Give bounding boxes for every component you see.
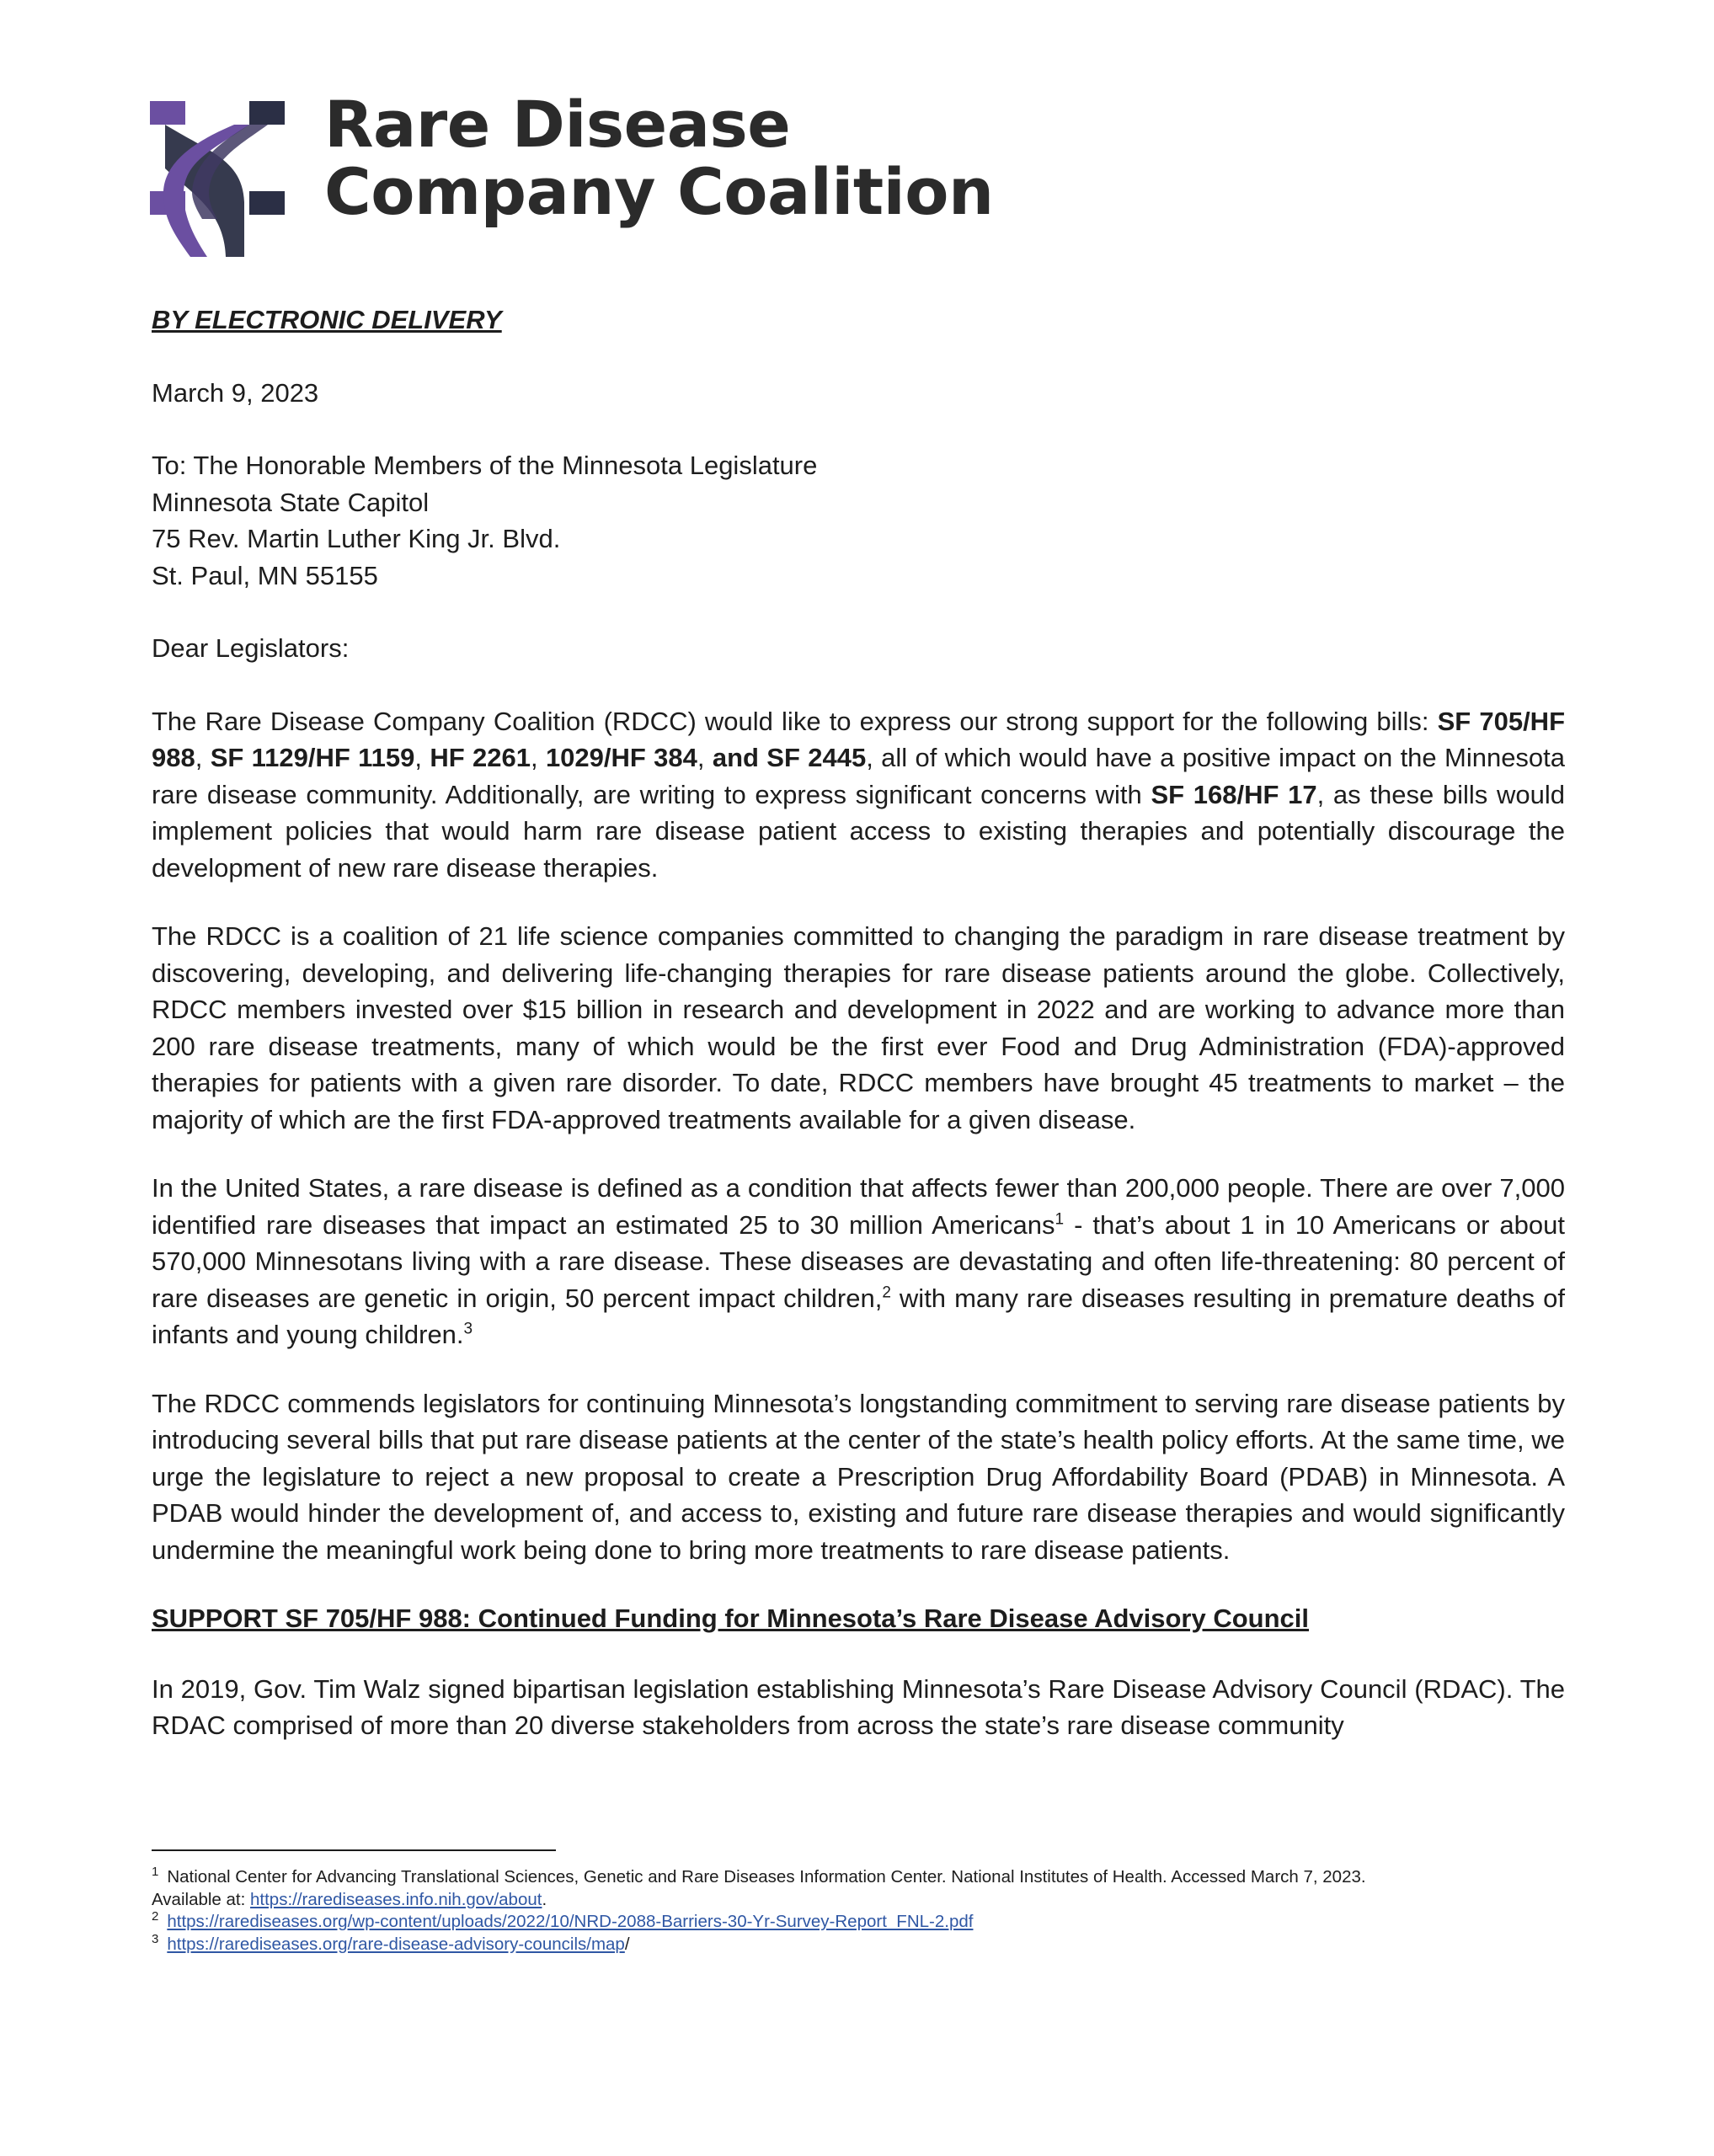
- address-line: To: The Honorable Members of the Minnesota Legislature: [152, 451, 818, 480]
- text-run: , as these bills would implement policies that would harm rare disease patient access to existing therapies and potentially discourage the development of new rare disease therapies.: [152, 779, 1565, 883]
- letter-body: [152, 296, 1565, 1744]
- letter-date: March 9, 2023: [152, 377, 319, 408]
- footnote-text: .: [542, 1889, 547, 1909]
- footnote-1: [152, 1866, 1565, 1889]
- text-run: ,: [530, 743, 546, 772]
- delivery-method: BY ELECTRONIC DELIVERY: [152, 305, 502, 334]
- text-run: ,: [414, 743, 430, 772]
- text-run: - that’s about 1 in 10 Americans or about 570,000 Minnesotans living with a rare disease. These diseases are devastating and often life-threatening: 80 percent of rare diseases are genetic in origin, 50 percent impact children,: [152, 1209, 1565, 1313]
- bill-reference: HF 2261: [430, 743, 531, 772]
- org-name-line1: Rare Disease: [324, 87, 791, 162]
- footnotes: [152, 1866, 1565, 1956]
- address-line: 75 Rev. Martin Luther King Jr. Blvd.: [152, 524, 561, 553]
- footnote-3: [152, 1931, 1565, 1956]
- footnote-text: National Center for Advancing Translational Sciences, Genetic and Rare Diseases Information Center. National Institutes of Health. Accessed March 7, 2023.: [167, 1867, 1366, 1886]
- footnote-mark: 3: [152, 1931, 159, 1946]
- bill-reference: SF 705/HF 988: [152, 706, 1566, 772]
- text-run: with many rare diseases resulting in premature deaths of infants and young children.: [152, 1283, 1565, 1349]
- paragraph-rare-disease-definition: [152, 1170, 1565, 1353]
- text-run: The Rare Disease Company Coalition (RDCC) would like to express our strong support for the following bills:: [152, 706, 1438, 736]
- footnote-link[interactable]: https://rarediseases.org/wp-content/uploads/2022/10/NRD-2088-Barriers-30-Yr-Survey-Report_FNL-2.pdf: [167, 1912, 974, 1931]
- footnote-2: [152, 1911, 1565, 1934]
- text-run: ,: [697, 743, 713, 772]
- footnote-ref: 3: [463, 1320, 473, 1338]
- footnote-text: Available at:: [152, 1889, 251, 1909]
- footnote-ref: 2: [882, 1283, 891, 1302]
- footnote-ref: 1: [1055, 1210, 1065, 1229]
- text-run: , all of which would have a positive impact on the Minnesota rare disease community. Additionally, are writing to express significant concerns with: [152, 743, 1566, 809]
- recipient-address: [152, 447, 1565, 594]
- footnote-text: /: [624, 1934, 630, 1954]
- bill-reference: SF 168/HF 17: [1151, 779, 1317, 809]
- text-run: ,: [195, 743, 211, 772]
- paragraph-pdab-concern: The RDCC commends legislators for continuing Minnesota’s longstanding commitment to serving rare disease patients by introducing several bills that put rare disease patients at the center of the state’s health policy efforts. At the same time, we urge the legislature to reject a new proposal to create a Prescription Drug Affordability Board (PDAB) in Minnesota. A PDAB would hinder the development of, and access to, existing and future rare disease therapies and would significantly undermine the meaningful work being done to bring more treatments to rare disease patients.: [152, 1388, 1565, 1565]
- paragraph-about-rdcc: The RDCC is a coalition of 21 life science companies committed to changing the paradigm in rare disease treatment by discovering, developing, and delivering life-changing therapies for rare disease patients around the globe. Collectively, RDCC members invested over $15 billion in research and development in 2022 and are working to advance more than 200 rare disease treatments, many of which would be the first ever Food and Drug Administration (FDA)-approved therapies for patients with a given rare disorder. To date, RDCC members have brought 45 treatments to market – the majority of which are the first FDA-approved treatments available for a given disease.: [152, 921, 1565, 1134]
- footnote-mark: 2: [152, 1909, 159, 1924]
- footnote-1-continued: [152, 1889, 1565, 1912]
- section-heading: SUPPORT SF 705/HF 988: Continued Funding for Minnesota’s Rare Disease Advisory Council: [152, 1604, 1310, 1633]
- rdcc-logo: [150, 101, 285, 257]
- paragraph-rdac: In 2019, Gov. Tim Walz signed bipartisan legislation establishing Minnesota’s Rare Disease Advisory Council (RDAC). The RDAC comprised of more than 20 diverse stakeholders from across the state’s rare disease community: [152, 1673, 1565, 1740]
- organization-name: [324, 87, 994, 229]
- address-line: St. Paul, MN 55155: [152, 560, 378, 590]
- footnote-link[interactable]: https://rarediseases.info.nih.gov/about: [250, 1889, 542, 1909]
- footnote-divider: [152, 1849, 556, 1851]
- footnote-mark: 1: [152, 1865, 159, 1880]
- address-line: Minnesota State Capitol: [152, 487, 430, 517]
- org-name-line2: Company Coalition: [324, 154, 994, 229]
- salutation: Dear Legislators:: [152, 633, 350, 663]
- bill-reference: and SF 2445: [712, 743, 867, 772]
- paragraph-support: [152, 703, 1565, 887]
- text-run: In the United States, a rare disease is defined as a condition that affects fewer than 200,000 people. There are over 7,000 identified rare diseases that impact an estimated 25 to 30 million Americans: [152, 1173, 1565, 1240]
- footnote-link[interactable]: https://rarediseases.org/rare-disease-advisory-councils/map: [167, 1934, 625, 1954]
- bill-reference: SF 1129/HF 1159: [210, 743, 415, 772]
- bill-reference: 1029/HF 384: [545, 743, 697, 772]
